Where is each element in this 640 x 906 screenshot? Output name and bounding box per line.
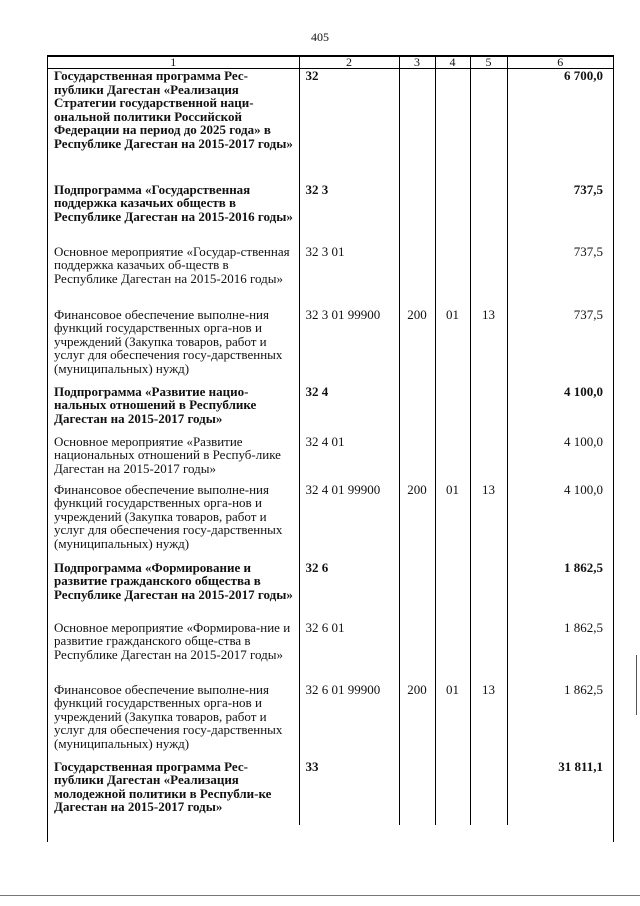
table-row [48,69,613,183]
column-header-4: 4 [435,57,470,69]
row-col5-cell: 13 [470,308,507,385]
row-col3-cell [399,435,435,483]
row-col3-cell [399,183,435,245]
column-header-2: 2 [299,57,399,69]
row-amount-cell: 737,5 [507,245,613,308]
column-header-1: 1 [48,57,299,69]
row-code-cell: 32 6 01 99900 [299,683,399,760]
row-amount-cell: 4 100,0 [507,385,613,435]
row-name-cell: Основное мероприятие «Государ-ственная поддержка казачьих об-ществ в Республике Дагестан на 2015-2016 годы» [54,243,290,286]
row-col5-cell [470,561,507,621]
row-code-cell: 33 [299,760,399,825]
table-row [48,245,613,308]
table-header-row [48,57,613,69]
row-col4-cell [435,561,470,621]
row-name-cell: Подпрограмма «Формирование и развитие гражданского общества в Республике Дагестан на 2015-2017 годы» [54,559,293,602]
row-name-cell: Финансовое обеспечение выполне-ния функций государственных орга-нов и учреждений (Закупка товаров, работ и услуг для обеспечения госу-дарственных (муниципальных) нужд) [54,306,283,376]
row-amount-cell: 4 100,0 [507,483,613,561]
row-col5-cell [470,385,507,435]
budget-table [47,55,614,842]
row-col3-cell [399,245,435,308]
row-col3-cell: 200 [399,308,435,385]
row-code-cell: 32 3 01 99900 [299,308,399,385]
row-code-cell: 32 4 01 [299,435,399,483]
row-name-cell: Подпрограмма «Государственная поддержка казачьих обществ в Республике Дагестан на 2015-2016 годы» [54,181,293,224]
row-col5-cell [470,435,507,483]
row-amount-cell: 737,5 [507,183,613,245]
table-row [48,308,613,385]
row-amount-cell: 4 100,0 [507,435,613,483]
row-name-cell: Государственная программа Рес-публики Дагестан «Реализация Стратегии государственной наци-ональной политики Российской Федерации на период до 2025 года» в Республике Дагестан на 2015-2017 годы» [54,68,293,151]
row-name-cell: Финансовое обеспечение выполне-ния функций государственных орга-нов и учреждений (Закупка товаров, работ и услуг для обеспечения госу-дарственных (муниципальных) нужд) [54,481,283,551]
row-col4-cell [435,385,470,435]
row-col5-cell: 13 [470,683,507,760]
row-col5-cell: 13 [470,483,507,561]
row-col3-cell [399,621,435,683]
row-col4-cell: 01 [435,308,470,385]
row-col3-cell [399,760,435,825]
table-row [48,435,613,483]
row-amount-cell: 1 862,5 [507,621,613,683]
row-code-cell: 32 6 [299,561,399,621]
table-row [48,385,613,435]
row-code-cell: 32 6 01 [299,621,399,683]
row-col4-cell [435,435,470,483]
row-name-cell: Основное мероприятие «Формирова-ние и развитие гражданского обще-ства в Республике Дагестан на 2015-2017 годы» [54,619,291,662]
row-col3-cell: 200 [399,483,435,561]
row-code-cell: 32 4 01 99900 [299,483,399,561]
row-col5-cell [470,621,507,683]
row-col5-cell [470,760,507,825]
row-name-cell: Финансовое обеспечение выполне-ния функций государственных орга-нов и учреждений (Закупка товаров, работ и услуг для обеспечения госу-дарственных (муниципальных) нужд) [54,681,283,751]
row-col4-cell: 01 [435,683,470,760]
row-amount-cell: 1 862,5 [507,561,613,621]
row-col5-cell [470,245,507,308]
row-code-cell: 32 [299,69,399,183]
row-col4-cell [435,621,470,683]
row-col4-cell: 01 [435,483,470,561]
row-col3-cell [399,561,435,621]
row-amount-cell: 6 700,0 [507,69,613,183]
table-row [48,621,613,683]
column-header-6: 6 [507,57,613,69]
row-code-cell: 32 4 [299,385,399,435]
table-row [48,683,613,760]
row-amount-cell: 737,5 [507,308,613,385]
row-col4-cell [435,760,470,825]
column-header-3: 3 [399,57,435,69]
row-col4-cell [435,183,470,245]
row-col5-cell [470,69,507,183]
scan-mark [636,655,637,715]
table-row [48,760,613,825]
row-col4-cell [435,245,470,308]
row-code-cell: 32 3 01 [299,245,399,308]
table-row [48,561,613,621]
column-header-5: 5 [470,57,507,69]
page-edge [0,895,640,906]
row-name-cell: Основное мероприятие «Развитие национальных отношений в Респуб-лике Дагестан на 2015-2017 годы» [54,433,281,476]
row-amount-cell: 31 811,1 [507,760,613,825]
row-col3-cell [399,69,435,183]
row-col4-cell [435,69,470,183]
table-row [48,183,613,245]
page-number: 405 [311,30,329,44]
row-col5-cell [470,183,507,245]
row-amount-cell: 1 862,5 [507,683,613,760]
row-col3-cell: 200 [399,683,435,760]
table-row [48,483,613,561]
row-name-cell: Государственная программа Рес-публики Дагестан «Реализация молодежной политики в Республи-ке Дагестан на 2015-2017 годы» [54,758,272,815]
row-name-cell: Подпрограмма «Развитие нацио-нальных отношений в Республике Дагестан на 2015-2017 годы» [54,383,257,426]
row-col3-cell [399,385,435,435]
row-code-cell: 32 3 [299,183,399,245]
